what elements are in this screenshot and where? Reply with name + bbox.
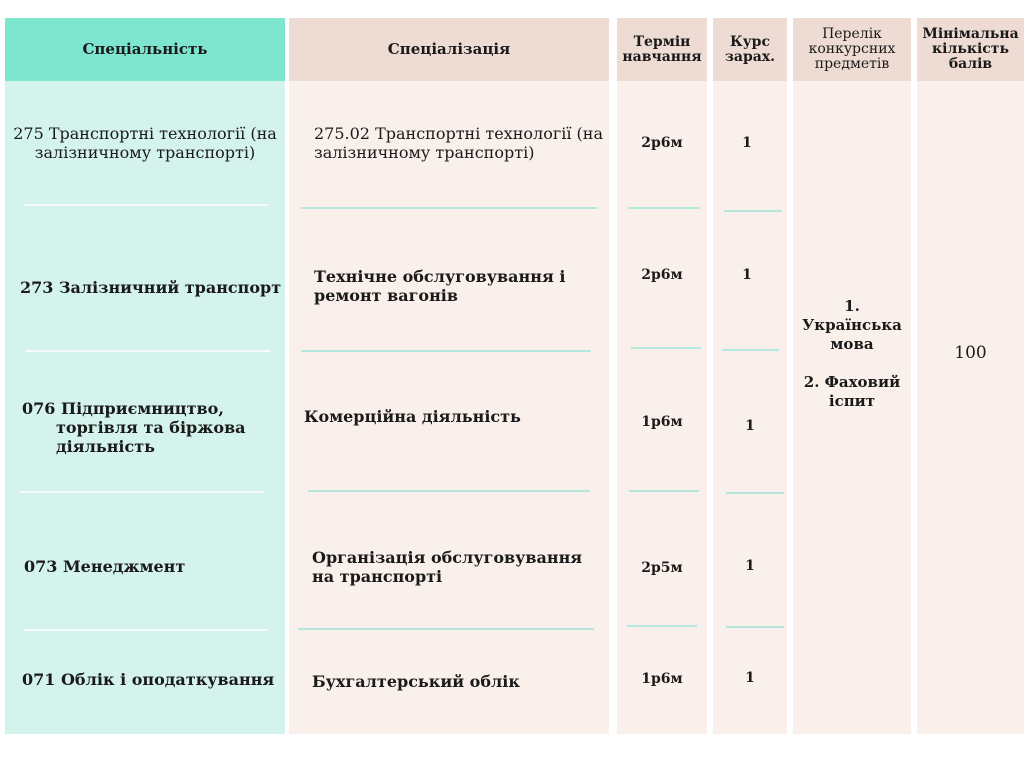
min-score-column: [917, 18, 1024, 734]
course-cell: 1: [742, 135, 752, 151]
specialization-cell: 275.02 Транспортні технології (на залізничному транспорті): [314, 124, 603, 162]
row-separator: [298, 628, 594, 630]
row-separator: [26, 350, 270, 352]
header-course: Курс зарах.: [713, 18, 787, 81]
specialization-cell: Технічне обслуговування і ремонт вагонів: [314, 267, 566, 305]
specialization-cell: Бухгалтерський облік: [312, 672, 520, 691]
term-cell: 2р6м: [641, 135, 683, 151]
course-cell: 1: [742, 267, 752, 283]
specialty-cell-line2: торгівля та біржова діяльність: [56, 418, 246, 456]
row-separator: [631, 347, 701, 349]
row-separator: [301, 207, 597, 209]
header-subjects: Перелік конкурсних предметів: [793, 18, 911, 81]
subjects-item-2: 2. Фаховий іспит: [803, 373, 901, 410]
course-cell: 1: [745, 418, 755, 434]
row-separator: [20, 491, 264, 493]
specialization-cell: Комерційна діяльність: [304, 407, 521, 426]
term-cell: 2р6м: [641, 267, 683, 283]
row-separator: [628, 207, 700, 209]
row-separator: [308, 490, 590, 492]
row-separator: [722, 349, 779, 351]
row-separator: [726, 492, 784, 494]
header-specialization: Спеціалізація: [289, 18, 609, 81]
specialization-cell: Організація обслуговування на транспорті: [312, 548, 583, 586]
specialty-cell: 273 Залізничний транспорт: [20, 278, 282, 297]
min-score-value: 100: [954, 343, 987, 363]
row-separator: [24, 204, 268, 206]
header-term: Термін навчання: [617, 18, 707, 81]
row-separator: [726, 626, 784, 628]
row-separator: [724, 210, 782, 212]
specialty-cell: 275 Транспортні технології (на залізничному транспорті): [13, 124, 277, 162]
term-cell: 1р6м: [641, 671, 683, 687]
specialty-cell-line1: 076 Підприємництво,: [22, 399, 224, 418]
term-cell: 2р5м: [641, 560, 683, 576]
term-cell: 1р6м: [641, 414, 683, 430]
header-specialty: Спеціальність: [5, 18, 285, 81]
course-cell: 1: [745, 558, 755, 574]
header-min-score: Мінімальна кількість балів: [917, 18, 1024, 81]
specialty-cell: 071 Облік і оподаткування: [22, 670, 275, 689]
row-separator: [627, 625, 697, 627]
specialty-cell: 073 Менеджмент: [24, 557, 186, 576]
row-separator: [301, 350, 591, 352]
row-separator: [629, 490, 699, 492]
row-separator: [24, 629, 268, 631]
subjects-item-1: 1. Українська мова: [802, 297, 902, 353]
course-cell: 1: [745, 670, 755, 686]
